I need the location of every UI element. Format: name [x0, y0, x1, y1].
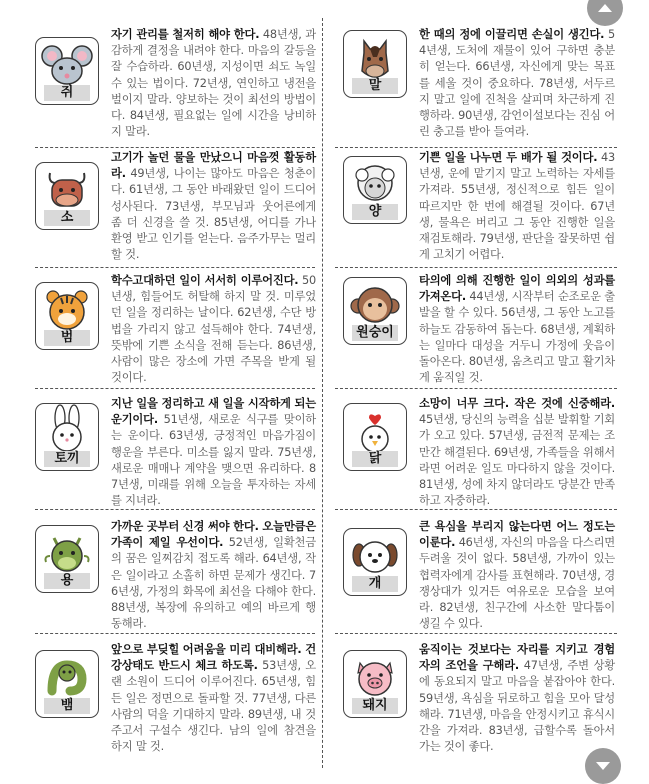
- fortune-text: [111, 642, 316, 755]
- row-divider: [335, 267, 617, 268]
- tiger-icon: [35, 282, 99, 350]
- pig-icon: [343, 650, 407, 718]
- row-divider: [335, 388, 617, 389]
- row-divider: [335, 147, 617, 148]
- fortune-body: 49년생, 나이는 많아도 마음은 청춘이다. 61년생, 그 동안 바래왔던 일이 드디어 성사된다. 73년생, 부모님과 웃어른에게 좀 더 신경을 쓸 것. 85년생, 어디를 가나 환영 받고 인기를 얻는다. 음주가무는 멀리 할 것.: [111, 167, 316, 262]
- rabbit-icon: [35, 403, 99, 471]
- fortune-headline: 큰 욕심을 부리지 않는다면 어느 정도는 이룬다.: [419, 520, 615, 550]
- fortune-body: 47년생, 주변 상황에 동요되지 말고 마음을 붙잡아야 한다. 59년생, 욕심을 뒤로하고 힘을 모아 달성해라. 71년생, 마음을 안정시키고 휴식시간을 가져라. 83년생, 급할수록 돌아서 가는 것이 좋다.: [419, 659, 615, 754]
- fortune-headline: 소망이 너무 크다. 작은 것에 신중해라.: [419, 397, 615, 410]
- fortune-text: [111, 273, 316, 386]
- fortune-headline: 가까운 곳부터 신경 써야 한다. 오늘만큼은 가족이 제일 우선이다.: [111, 520, 316, 550]
- fortune-headline: 앞으로 부딪힐 어려움을 미리 대비해라. 건강상태도 반드시 체크 하도록.: [111, 643, 316, 673]
- rooster-icon: [343, 403, 407, 471]
- fortune-body: 44년생, 시작부터 순조로운 출발을 할 수 있다. 56년생, 그 동안 노고를 하늘도 감동하여 돕는다. 68년생, 계획하는 일마다 대성을 거두니 가정에 웃음이 돌아온다. 80년생, 움츠리고 말고 활기차게 움직일 것.: [419, 290, 615, 385]
- zodiac-label: 토끼: [44, 451, 90, 467]
- dog-icon: [343, 528, 407, 596]
- fortune-text: [111, 27, 316, 140]
- fortune-headline: 한 때의 정에 이끌리면 손실이 생긴다.: [419, 28, 605, 41]
- row-divider: [35, 147, 315, 148]
- fortune-text: [111, 396, 316, 509]
- zodiac-label: 소: [44, 210, 90, 226]
- zodiac-label: 말: [352, 78, 398, 94]
- fortune-text: [419, 642, 615, 755]
- fortune-text: [419, 27, 615, 140]
- zodiac-label: 양: [352, 204, 398, 220]
- fortune-text: [111, 519, 316, 632]
- rat-icon: [35, 37, 99, 105]
- sheep-icon: [343, 156, 407, 224]
- row-divider: [335, 633, 617, 634]
- fortune-text: [111, 150, 316, 263]
- fortune-body: 51년생, 새로운 식구를 맞이하는 운이다. 63년생, 긍정적인 마음가짐이 행운을 부른다. 미소를 잃지 말라. 75년생, 새로운 매매나 계약을 맺으면 유리하다. 87년생, 미래를 위해 오늘을 투자하는 자세를 지녀라.: [111, 413, 316, 508]
- snake-icon: [35, 650, 99, 718]
- zodiac-label: 개: [352, 576, 398, 592]
- row-divider: [35, 388, 315, 389]
- row-divider: [35, 633, 315, 634]
- zodiac-label: 용: [44, 573, 90, 589]
- fortune-headline: 지난 일을 정리하고 새 일을 시작하게 되는 운기이다.: [111, 397, 316, 427]
- fortune-headline: 고기가 놀던 물을 만났으니 마음껏 활동하라.: [111, 151, 316, 181]
- zodiac-label: 뱀: [44, 698, 90, 714]
- fortune-body: 48년생, 과감하게 결정을 내려야 한다. 마음의 갈등을 잘 수습하라. 60년생, 지성이면 쇠도 녹일 수 있는 법이다. 72년생, 연인하고 냉전을 벌이지 말라. 양보하는 것이 최선의 방법이다. 84년생, 필요없는 일에 시간을 낭비하지 말라.: [111, 28, 316, 139]
- fortune-text: [419, 273, 615, 386]
- fortune-body: 45년생, 당신의 능력을 십분 발휘할 기회가 오고 있다. 57년생, 금전적 문제는 조만간 해결된다. 69년생, 가족들을 위해서라면 어려운 일도 마다하지 않을 것이다. 81년생, 성에 차지 않더라도 당분간 만족하고 자중하라.: [419, 413, 615, 508]
- triangle-down-icon: [585, 748, 621, 784]
- fortune-body: 53년생, 오랜 소원이 드디어 이루어진다. 65년생, 힘든 일은 정면으로 돌파할 것. 77년생, 다른 사람의 덕을 기대하지 말라. 89년생, 내 것 주고서 구설수 생긴다. 남의 일에 참견을 하지 말 것.: [111, 659, 316, 754]
- fortune-headline: 자기 관리를 철저히 해야 한다.: [111, 28, 260, 41]
- zodiac-label: 범: [44, 330, 90, 346]
- zodiac-label: 원숭이: [352, 325, 398, 341]
- row-divider: [35, 267, 315, 268]
- ox-icon: [35, 162, 99, 230]
- fortune-body: 52년생, 일확천금의 꿈은 일찌감치 접도록 해라. 64년생, 작은 일이라고 소홀히 하면 문제가 생긴다. 76년생, 가정의 화목에 최선을 다해야 한다. 88년생, 복장에 유의하고 예의 바르게 행동해라.: [111, 536, 316, 631]
- horse-icon: [343, 30, 407, 98]
- zodiac-label: 쥐: [44, 85, 90, 101]
- fortune-headline: 타의에 의해 진행한 일이 의외의 성과를 가져온다.: [419, 274, 615, 304]
- fortune-headline: 학수고대하던 일이 서서히 이루어진다.: [111, 274, 299, 287]
- triangle-up-icon: [587, 0, 623, 26]
- fortune-headline: 기쁜 일을 나누면 두 배가 될 것이다.: [419, 151, 598, 164]
- fortune-text: [419, 396, 615, 509]
- fortune-body: 46년생, 자신의 마음을 다스리면 두려울 것이 없다. 58년생, 가까이 있는 협력자에게 감사를 표현해라. 70년생, 경쟁상대가 있거든 여유로운 모습을 보여라. 82년생, 친구간에 사소한 말다툼이 생길 수 있다.: [419, 536, 615, 631]
- scroll-up-button[interactable]: [587, 0, 623, 26]
- fortune-body: 50년생, 힘들어도 허탈해 하지 말 것. 미루었던 일을 정리하는 날이다. 62년생, 수단 방법을 가리지 않고 설득해야 한다. 74년생, 뜻밖에 기쁜 소식을 전해 듣는다. 86년생, 사람이 많은 장소에 가면 주목을 받게 될 것이다.: [111, 274, 316, 385]
- monkey-icon: [343, 277, 407, 345]
- zodiac-label: 돼지: [352, 698, 398, 714]
- dragon-icon: [35, 525, 99, 593]
- column-divider: [322, 18, 323, 768]
- scroll-down-button[interactable]: [585, 748, 621, 784]
- fortune-text: [419, 519, 615, 632]
- fortune-body: 43년생, 운에 맡기지 말고 노력하는 자세를 가져라. 55년생, 정신적으로 힘든 일이 따르지만 한 번에 해결될 것이다. 67년생, 물욕은 버리고 그 동안 진행한 일을 재검토해라. 79년생, 판단을 잘못하면 쉽게 고치기 어렵다.: [419, 151, 615, 262]
- fortune-text: [419, 150, 615, 263]
- fortune-headline: 움직이는 것보다는 자리를 지키고 경험자의 조언을 구해라.: [419, 643, 615, 673]
- fortune-body: 54년생, 도처에 재물이 있어 구하면 충분히 얻는다. 66년생, 자신에게 맞는 목표를 세울 것이 중요하다. 78년생, 서두르지 말고 일에 진척을 살피며 차근하게 진행하라. 90년생, 감언이설보다는 진심 어린 충고를 받아 들여라.: [419, 28, 615, 139]
- zodiac-label: 닭: [352, 451, 398, 467]
